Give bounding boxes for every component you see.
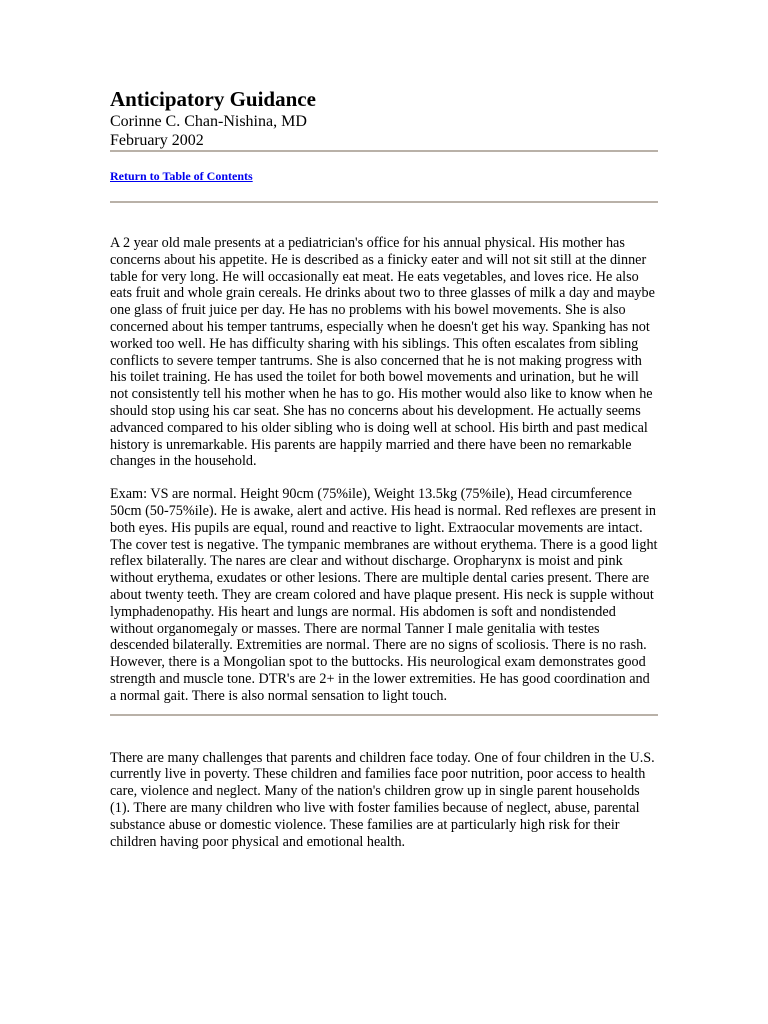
challenges-paragraph: There are many challenges that parents and children face today. One of four children in the U.S. currently live in poverty. These children and families face poor nutrition, poor access to health care, violence and neglect. Many of the nation's children grow up in single parent households (1). There are many children who live with foster families because of neglect, abuse, parental substance abuse or domestic violence. These families are at particularly high risk for their children having poor physical and emotional health. [110, 749, 655, 850]
author-name: Corinne C. Chan-Nishina, MD [110, 113, 307, 130]
document-page [110, 86, 658, 850]
exam-paragraph: Exam: VS are normal. Height 90cm (75%ile), Weight 13.5kg (75%ile), Head circumference 50cm (50-75%ile). He is awake, alert and active. His head is normal. Red reflexes are present in both eyes. His pupils are equal, round and reactive to light. Extraocular movements are intact. The cover test is negative. The tympanic membranes are without erythema. There is a good light reflex bilaterally. The nares are clear and without discharge. Oropharynx is moist and pink without erythema, exudates or other lesions. There are multiple dental caries present. There are about twenty teeth. They are cream colored and have plaque present. His neck is supple without lymphadenopathy. His heart and lungs are normal. His abdomen is soft and nondistended without organomegaly or masses. There are normal Tanner I male genitalia with testes descended bilaterally. Extremities are normal. There are no signs of scoliosis. There is no rash. However, there is a Mongolian spot to the buttocks. His neurological exam demonstrates good strength and muscle tone. DTR's are 2+ in the lower extremities. He has good coordination and a normal gait. There is also normal sensation to light touch. [110, 486, 658, 704]
divider-section [110, 714, 658, 716]
publication-date: February 2002 [110, 132, 204, 149]
page-title: Anticipatory Guidance [110, 87, 316, 111]
case-history-paragraph: A 2 year old male presents at a pediatrician's office for his annual physical. His mother has concerns about his appetite. He is described as a finicky eater and will not sit still at the dinner table for very long. He will occasionally eat meat. He eats vegetables, and loves rice. He also eats fruit and whole grain cereals. He drinks about two to three glasses of milk a day and maybe one glass of fruit juice per day. He has no problems with his bowel movements. She is also concerned about his temper tantrums, especially when he doesn't get his way. Spanking has not worked too well. He has difficulty sharing with his siblings. This often escalates from sibling conflicts to severe temper tantrums. She is also concerned that he is not making progress with his toilet training. He has used the toilet for both bowel movements and urination, but he will not consistently tell his mother when he has to go. His mother would also like to know when he should stop using his car seat. She has no concerns about his development. He actually seems advanced compared to his older sibling who is doing well at school. His birth and past medical history is unremarkable. His parents are happily married and there have been no remarkable changes in the household. [110, 235, 655, 470]
divider-below-link [110, 201, 658, 203]
divider-top [110, 150, 658, 152]
return-to-toc-link[interactable]: Return to Table of Contents [110, 169, 253, 183]
